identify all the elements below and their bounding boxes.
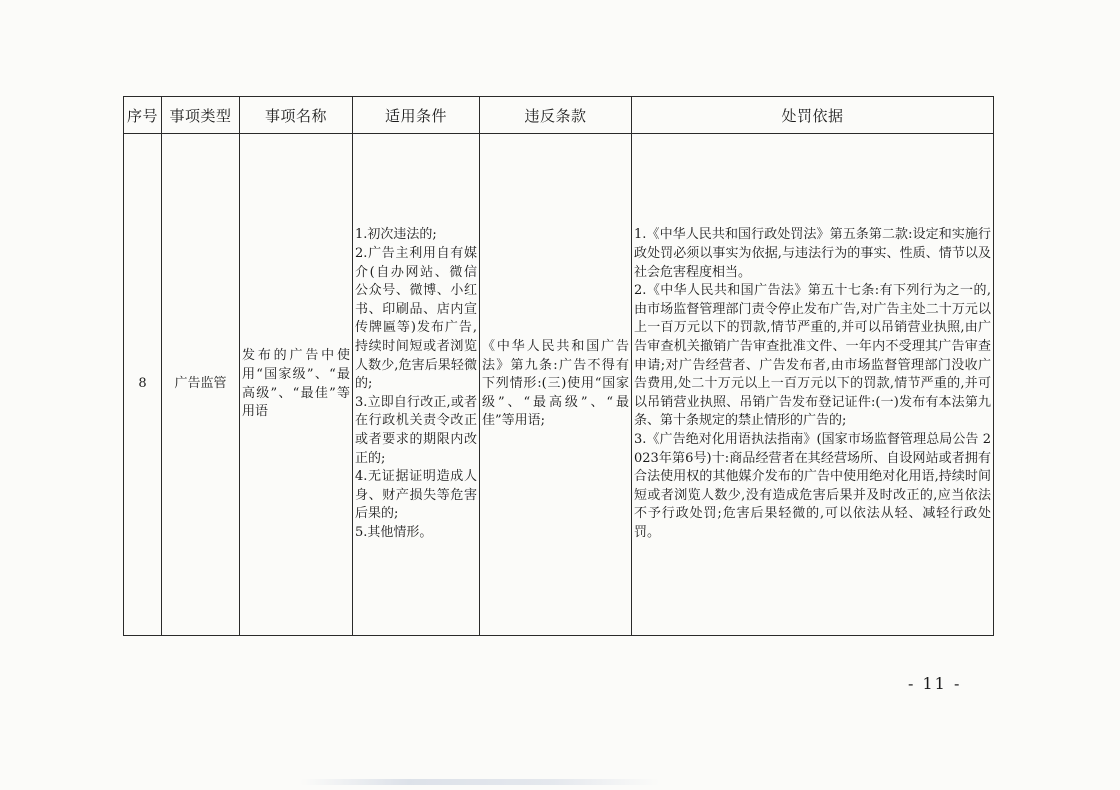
basis-item: 3.《广告绝对化用语执法指南》(国家市场监督管理总局公告 2023年第6号)十:商品经营者在其经营场所、自设网站或者拥有合法使用权的其他媒介发布的广告中使用绝对化用语,持续时间短或者浏览人数少,没有造成危害后果并及时改正的,应当依法不予行政处罚;危害后果轻微的,可以依法从轻、减轻行政处罚。: [634, 431, 991, 540]
condition-item: 5.其他情形。: [355, 524, 433, 540]
header-item-type: 事项类型: [162, 97, 240, 134]
cell-item-name: [240, 134, 353, 636]
table-row: [124, 134, 994, 636]
cell-item-type: 广告监管: [162, 134, 240, 636]
page-number: - 11 -: [908, 674, 962, 693]
cell-serial: 8: [124, 134, 162, 636]
item-name-text: 发布的广告中使用“国家级”、“最高级”、“最佳”等用语: [242, 348, 350, 420]
cell-basis: [632, 134, 994, 636]
condition-item: 4.无证据证明造成人身、财产损失等危害后果的;: [355, 469, 477, 522]
basis-item: 1.《中华人民共和国行政处罚法》第五条第二款:设定和实施行政处罚必须以事实为依据,与违法行为的事实、性质、情节以及社会危害程度相当。: [634, 227, 991, 280]
header-violation: 违反条款: [480, 97, 632, 134]
cell-conditions: [353, 134, 480, 636]
condition-item: 1.初次违法的;: [355, 227, 437, 243]
cell-violation: [480, 134, 632, 636]
scan-smudge: [300, 779, 660, 785]
header-item-name: 事项名称: [240, 97, 353, 134]
header-serial: 序号: [124, 97, 162, 134]
violation-text: 《中华人民共和国广告法》第九条:广告不得有下列情形:(三)使用“国家级”、“最高级”、“最佳”等用语;: [482, 339, 629, 429]
condition-item: 2.广告主利用自有媒介(自办网站、微信公众号、微博、小红书、印刷品、店内宣传牌匾等)发布广告,持续时间短或者浏览人数少,危害后果轻微的;: [355, 246, 477, 392]
penalty-table: [123, 96, 994, 636]
basis-item: 2.《中华人民共和国广告法》第五十七条:有下列行为之一的,由市场监督管理部门责令停止发布广告,对广告主处二十万元以上一百万元以下的罚款,情节严重的,并可以吊销营业执照,由广告审查机关撤销广告审查批准文件、一年内不受理其广告审查申请;对广告经营者、广告发布者,由市场监督管理部门没收广告费用,处二十万元以上一百万元以下的罚款,情节严重的,并可以吊销营业执照、吊销广告发布登记证件:(一)发布有本法第九条、第十条规定的禁止情形的广告的;: [634, 283, 991, 429]
header-conditions: 适用条件: [353, 97, 480, 134]
condition-item: 3.立即自行改正,或者在行政机关责令改正或者要求的期限内改正的;: [355, 394, 477, 466]
table-header-row: [124, 97, 994, 134]
header-basis: 处罚依据: [632, 97, 994, 134]
